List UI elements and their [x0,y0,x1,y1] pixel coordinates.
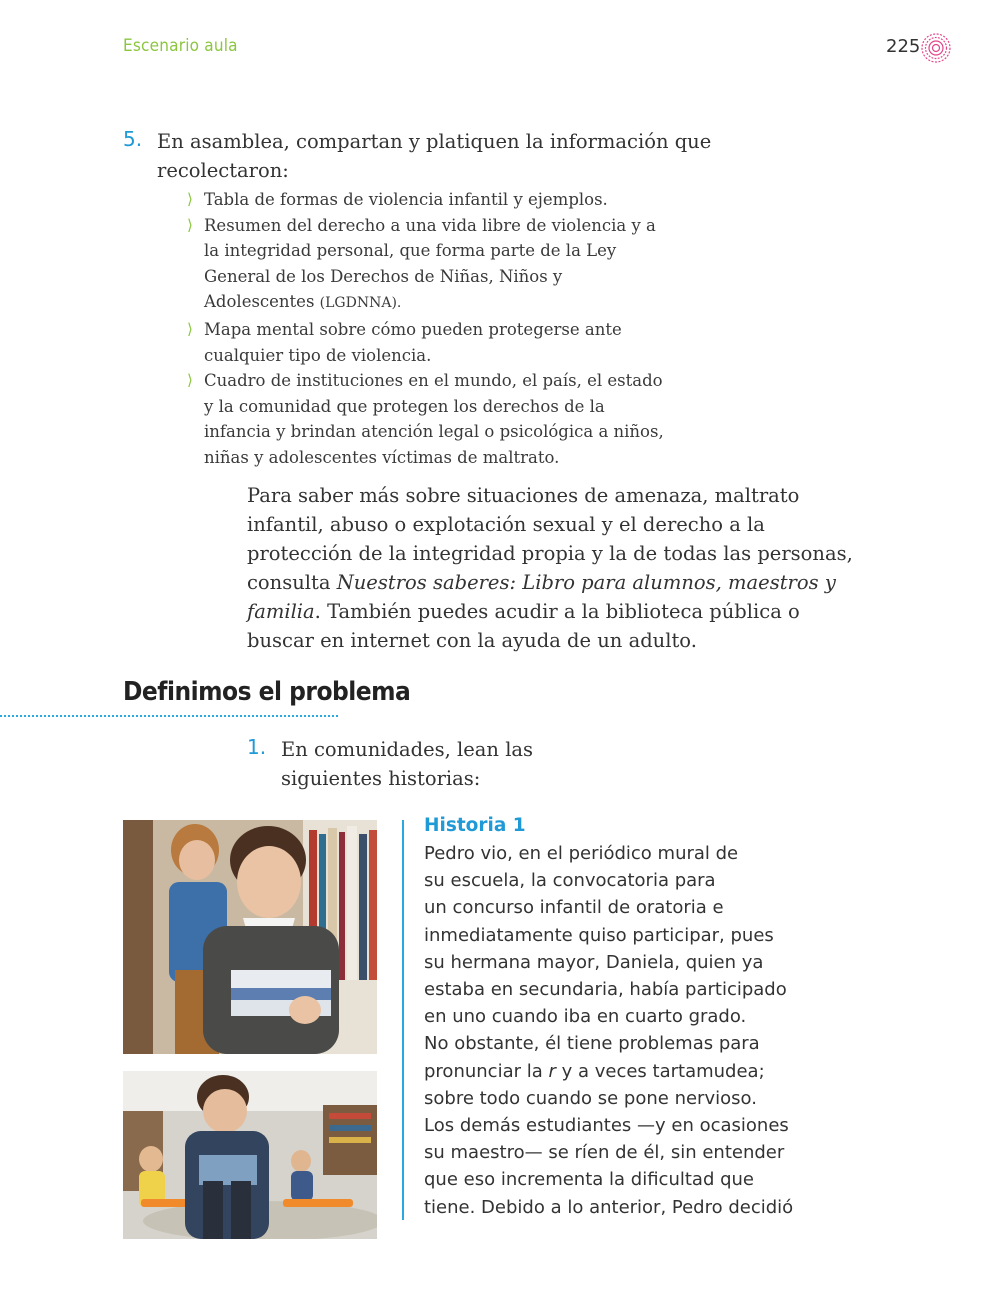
section-title-dotted-rule [0,715,338,717]
section-title: Definimos el problema [123,677,411,707]
activity-bullet-list [187,187,667,471]
story-line: inmediatamente quiso participar, pues [424,924,774,946]
info-text-before: Para saber más sobre situaciones de amenaza, maltrato infantil, abuso o explotación sexual y el derecho a la protección de la integridad propia y la de todas las personas, consulta [247,484,853,594]
story-line [424,1058,844,1085]
story-line: su hermana mayor, Daniela, quien ya [424,951,764,973]
letter-r: r [548,1060,556,1082]
story-line: estaba en secundaria, había participado [424,979,787,1001]
list-item-text: Resumen del derecho a una vida libre de violencia y a la integridad personal, que forma parte de la Ley General de los Derechos de Niñas, Niños y Adolescentes [204,215,656,312]
list-item [187,213,667,317]
story-text [424,840,844,1221]
story-line: Pedro vio, en el periódico mural de [424,843,739,864]
step-1 [247,735,587,793]
bullet-marker-icon: ⟩ [187,319,193,338]
story-line: sobre todo cuando se pone nervioso. [424,1087,757,1109]
list-item [187,317,667,368]
photo-boy-with-books [123,820,377,1054]
bullet-marker-icon: ⟩ [187,215,193,234]
step-number: 1. [247,735,267,759]
story-line-end: y a veces tartamudea; [555,1060,765,1082]
story-line-start: pronunciar la [424,1060,549,1082]
activity-intro: En asamblea, compartan y platiquen la información que recolectaron: [157,130,712,182]
book-title: Nuestros saberes: Libro para alumnos, maestros y familia [247,571,836,623]
more-info-paragraph [247,481,857,655]
story-line: tiene. Debido a lo anterior, Pedro decidió [424,1196,794,1218]
list-item [187,187,667,213]
list-item-text: Cuadro de instituciones en el mundo, el país, el estado y la comunidad que protegen los derechos de la infancia y brindan atención legal o psicológica a niños, niñas y adolescentes víctimas de maltrato. [204,371,664,467]
story-line: que eso incrementa la dificultad que [424,1169,754,1191]
story-line: su escuela, la convocatoria para [424,870,716,892]
story-line: No obstante, él tiene problemas para [424,1033,760,1055]
photo-boy-in-library [123,1071,377,1239]
story-line: Los demás estudiantes —y en ocasiones [424,1115,789,1137]
running-header: Escenario aula [123,36,238,56]
step-text: En comunidades, lean las siguientes historias: [281,738,534,790]
list-item-text: Mapa mental sobre cómo pueden protegerse ante cualquier tipo de violencia. [204,319,622,365]
info-text-after: . También puedes acudir a la biblioteca pública o buscar en internet con la ayuda de un adulto. [247,600,800,652]
story-title: Historia 1 [424,815,526,836]
bullet-marker-icon: ⟩ [187,190,193,208]
story-vertical-rule [402,820,404,1220]
activity-number: 5. [123,127,143,151]
story-line: en uno cuando iba en cuarto grado. [424,1006,747,1028]
acronym: (LGDNNA). [319,295,402,312]
activity-5 [123,127,823,471]
page-number: 225 [886,36,921,57]
list-item [187,368,667,470]
bullet-marker-icon: ⟩ [187,371,193,390]
story-line: un concurso infantil de oratoria e [424,897,724,919]
story-line: su maestro— se ríen de él, sin entender [424,1142,785,1164]
list-item-text: Tabla de formas de violencia infantil y ejemplos. [204,190,608,209]
concentric-circle-ornament-icon [920,32,952,64]
